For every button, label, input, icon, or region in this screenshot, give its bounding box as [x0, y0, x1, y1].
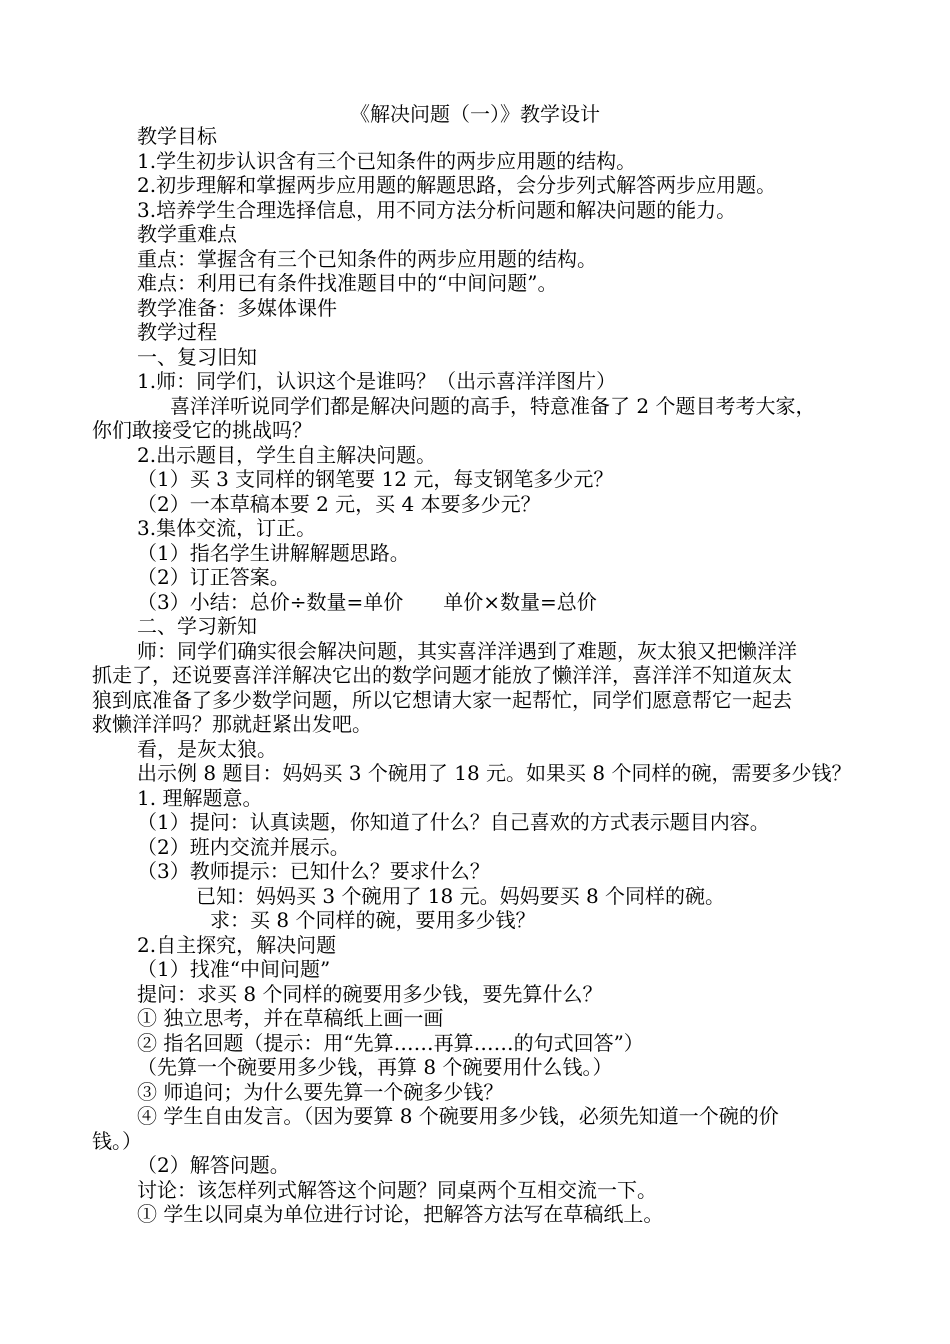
text-line: （1）指名学生讲解解题思路。: [137, 540, 410, 565]
text-line: （2）班内交流并展示。: [137, 834, 350, 859]
text-line: 你们敢接受它的挑战吗？: [92, 418, 312, 442]
text-line: 狼到底准备了多少数学问题，所以它想请大家一起帮忙，同学们愿意帮它一起去: [92, 687, 792, 712]
text-line: 1.学生初步认识含有三个已知条件的两步应用题的结构。: [137, 148, 637, 173]
text-line: 看，是灰太狼。: [137, 736, 277, 761]
text-line: 求：买 8 个同样的碗，要用多少钱？: [210, 908, 536, 932]
text-line: （1）提问：认真读题，你知道了什么？自己喜欢的方式表示题目内容。: [137, 810, 770, 834]
text-line: ① 独立思考，并在草稿纸上画一画: [137, 1006, 444, 1030]
text-line: 教学准备：多媒体课件: [137, 295, 337, 320]
text-line: 2.自主探究，解决问题: [137, 932, 337, 957]
document-title: 《解决问题（一）》教学设计: [350, 102, 600, 126]
text-line: 喜洋洋听说同学们都是解决问题的高手，特意准备了 2 个题目考考大家，: [170, 393, 816, 418]
text-line: 已知：妈妈买 3 个碗用了 18 元。妈妈要买 8 个同样的碗。: [196, 883, 726, 908]
text-line: 钱。）: [92, 1128, 142, 1153]
section-heading: 教学重难点: [137, 222, 237, 246]
text-line: 师：同学们确实很会解决问题，其实喜洋洋遇到了难题，灰太狼又把懒洋洋: [137, 638, 797, 663]
text-line: 3.集体交流，订正。: [137, 516, 317, 540]
text-line: 1. 理解题意。: [137, 785, 263, 810]
text-line: 讨论：该怎样列式解答这个问题？同桌两个互相交流一下。: [137, 1177, 657, 1202]
text-line: 1.师：同学们，认识这个是谁吗？（出示喜洋洋图片）: [137, 369, 617, 393]
text-line: （2）一本草稿本要 2 元，买 4 本要多少元？: [137, 491, 541, 516]
text-line: （1）买 3 支同样的钢笔要 12 元，每支钢笔多少元？: [137, 467, 614, 491]
section-heading: 教学目标: [137, 124, 217, 148]
text-line: 提问：求买 8 个同样的碗要用多少钱，要先算什么？: [137, 981, 603, 1006]
text-line: ② 指名回题（提示：用“先算……再算……的句式回答”）: [137, 1030, 644, 1055]
text-line: （3）小结：总价÷数量=单价 单价×数量=总价: [137, 589, 597, 614]
text-line: 救懒洋洋吗？那就赶紧出发吧。: [92, 712, 372, 736]
text-line: ③ 师追问；为什么要先算一个碗多少钱？: [137, 1079, 504, 1104]
text-line: 出示例 8 题目：妈妈买 3 个碗用了 18 元。如果买 8 个同样的碗，需要多少钱？: [137, 761, 852, 785]
subsection-heading: 一、复习旧知: [137, 344, 257, 369]
text-line: （3）教师提示：已知什么？要求什么？: [137, 859, 490, 883]
section-heading: 教学过程: [137, 320, 217, 344]
text-line: 重点：掌握含有三个已知条件的两步应用题的结构。: [137, 246, 597, 271]
text-line: ④ 学生自由发言。（因为要算 8 个碗要用多少钱，必须先知道一个碗的价: [137, 1104, 779, 1128]
text-line: （1）找准“中间问题”: [137, 957, 331, 981]
text-line: ① 学生以同桌为单位进行讨论，把解答方法写在草稿纸上。: [137, 1202, 664, 1226]
text-line: 抓走了，还说要喜洋洋解决它出的数学问题才能放了懒洋洋，喜洋洋不知道灰太: [92, 663, 792, 687]
text-line: 难点：利用已有条件找准题目中的“中间问题”。: [137, 271, 558, 295]
text-line: （2）订正答案。: [137, 565, 290, 589]
text-line: （先算一个碗要用多少钱，再算 8 个碗要用什么钱。）: [137, 1055, 613, 1079]
document-body: [92, 124, 872, 1227]
text-line: （2）解答问题。: [137, 1153, 290, 1177]
text-line: 2.出示题目，学生自主解决问题。: [137, 442, 437, 467]
text-line: 3.培养学生合理选择信息，用不同方法分析问题和解决问题的能力。: [137, 197, 737, 222]
text-line: 2.初步理解和掌握两步应用题的解题思路，会分步列式解答两步应用题。: [137, 173, 777, 197]
subsection-heading: 二、学习新知: [137, 614, 257, 638]
